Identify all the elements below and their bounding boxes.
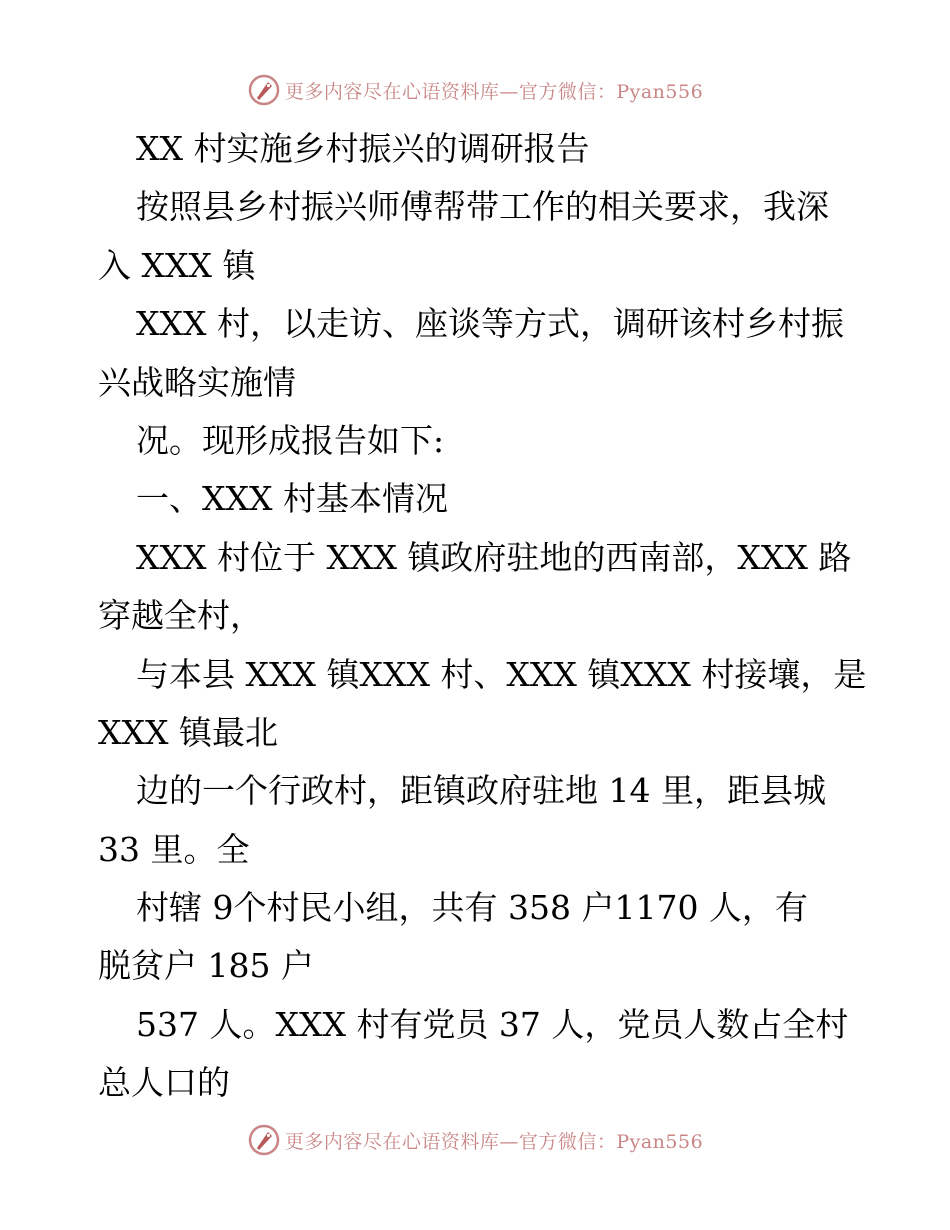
paragraph-line: 穿越全村， — [98, 596, 263, 636]
paragraph-line: 总人口的 — [98, 1063, 230, 1103]
paragraph-line: 脱贫户 185 户 — [98, 946, 314, 986]
paragraph-line: 按照县乡村振兴师傅帮带工作的相关要求，我深 — [136, 187, 829, 227]
paragraph-line: XXX 村，以走访、座谈等方式，调研该村乡村振 — [136, 304, 844, 344]
watermark-text: 更多内容尽在心语资料库—官方微信：Pyan556 — [284, 1130, 704, 1153]
pen-nib-logo-icon — [247, 1123, 281, 1157]
paragraph-line: 33 里。全 — [98, 829, 250, 869]
paragraph-line: 兴战略实施情 — [98, 362, 296, 402]
pen-nib-logo-icon — [247, 73, 281, 107]
paragraph-line: 与本县 XXX 镇XXX 村、XXX 镇XXX 村接壤，是 — [136, 654, 867, 694]
paragraph-line: 537 人。XXX 村有党员 37 人，党员人数占全村 — [136, 1004, 849, 1044]
paragraph-line: 况。现形成报告如下: — [136, 420, 445, 460]
document-body — [98, 120, 867, 1113]
paragraph-line: 边的一个行政村，距镇政府驻地 14 里，距县城 — [136, 771, 826, 811]
footer-watermark — [247, 1123, 703, 1157]
footer-watermark-banner — [0, 1120, 950, 1160]
header-watermark-banner — [0, 70, 950, 110]
watermark-text: 更多内容尽在心语资料库—官方微信：Pyan556 — [284, 80, 704, 103]
paragraph-line: XXX 镇最北 — [98, 712, 278, 752]
document-title: XX 村实施乡村振兴的调研报告 — [136, 129, 590, 168]
header-watermark — [247, 73, 703, 107]
section-heading: 一、XXX 村基本情况 — [136, 479, 448, 519]
paragraph-line: XXX 村位于 XXX 镇政府驻地的西南部，XXX 路 — [136, 537, 852, 577]
paragraph-line: 村辖 9个村民小组，共有 358 户1170 人，有 — [136, 888, 808, 928]
paragraph-line: 入 XXX 镇 — [98, 245, 256, 285]
